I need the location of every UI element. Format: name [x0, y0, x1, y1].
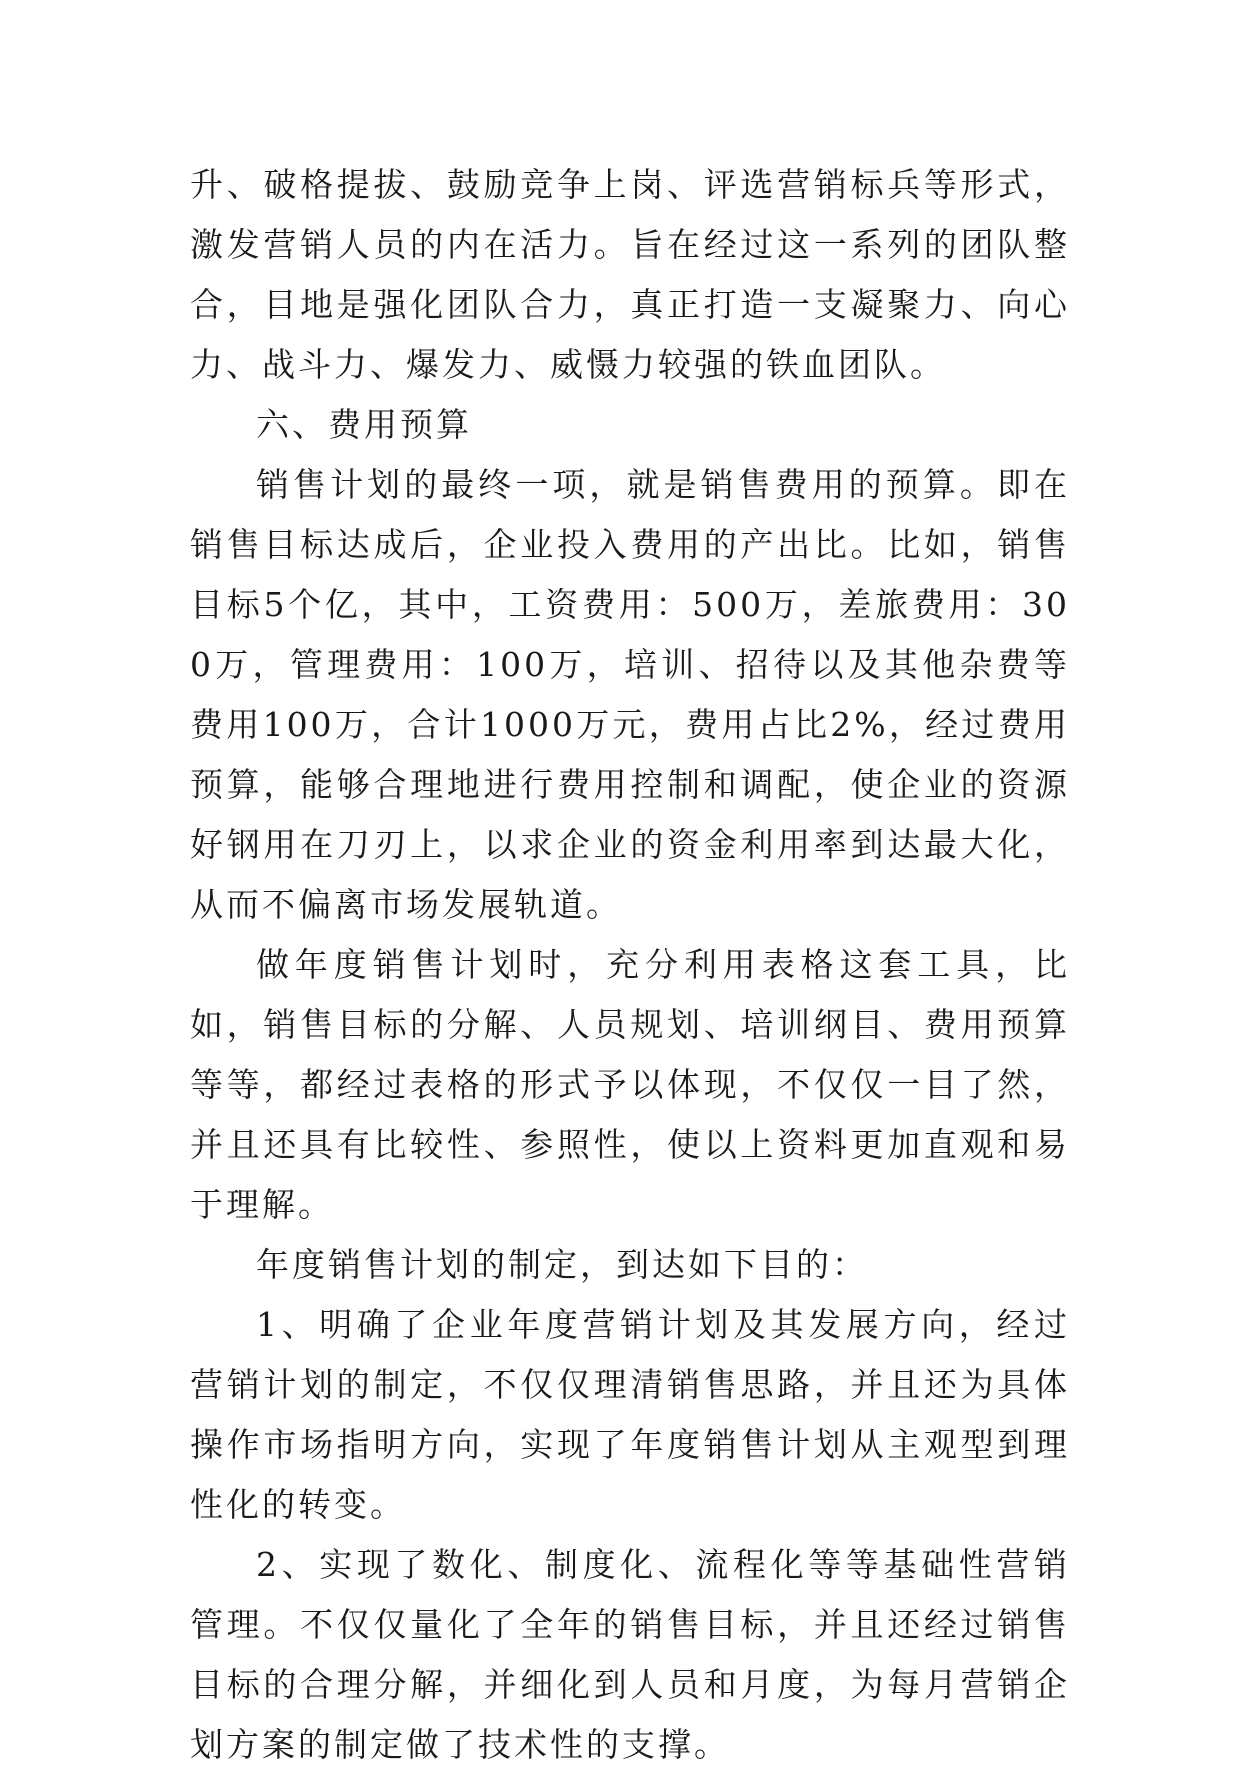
paragraph-table-tools: 做年度销售计划时，充分利用表格这套工具，比如，销售目标的分解、人员规划、培训纲目、费用预算等等，都经过表格的形式予以体现，不仅仅一目了然，并且还具有比较性、参照性，使以上资料更加直观和易于理解。: [190, 945, 1070, 1224]
paragraph-budget-description: 销售计划的最终一项，就是销售费用的预算。即在销售目标达成后，企业投入费用的产出比。比如，销售目标5个亿，其中，工资费用：500万，差旅费用：300万，管理费用：100万，培训、招待以及其他杂费等费用100万，合计1000万元，费用占比2%，经过费用预算，能够合理地进行费用控制和调配，使企业的资源好钢用在刀刃上，以求企业的资金利用率到达最大化，从而不偏离市场发展轨道。: [190, 465, 1070, 924]
document-body: [190, 155, 1070, 1775]
section-heading-budget: 六、费用预算: [256, 405, 472, 444]
paragraph-team-building: 升、破格提拔、鼓励竞争上岗、评选营销标兵等形式，激发营销人员的内在活力。旨在经过这一系列的团队整合，目地是强化团队合力，真正打造一支凝聚力、向心力、战斗力、爆发力、威慑力较强的铁血团队。: [190, 165, 1070, 384]
paragraph-goal-1: 1、明确了企业年度营销计划及其发展方向，经过营销计划的制定，不仅仅理清销售思路，并且还为具体操作市场指明方向，实现了年度销售计划从主观型到理性化的转变。: [190, 1305, 1070, 1524]
paragraph-goal-2: 2、实现了数化、制度化、流程化等等基础性营销管理。不仅仅量化了全年的销售目标，并且还经过销售目标的合理分解，并细化到人员和月度，为每月营销企划方案的制定做了技术性的支撑。: [190, 1545, 1070, 1764]
paragraph-goals-intro: 年度销售计划的制定，到达如下目的：: [256, 1245, 868, 1284]
